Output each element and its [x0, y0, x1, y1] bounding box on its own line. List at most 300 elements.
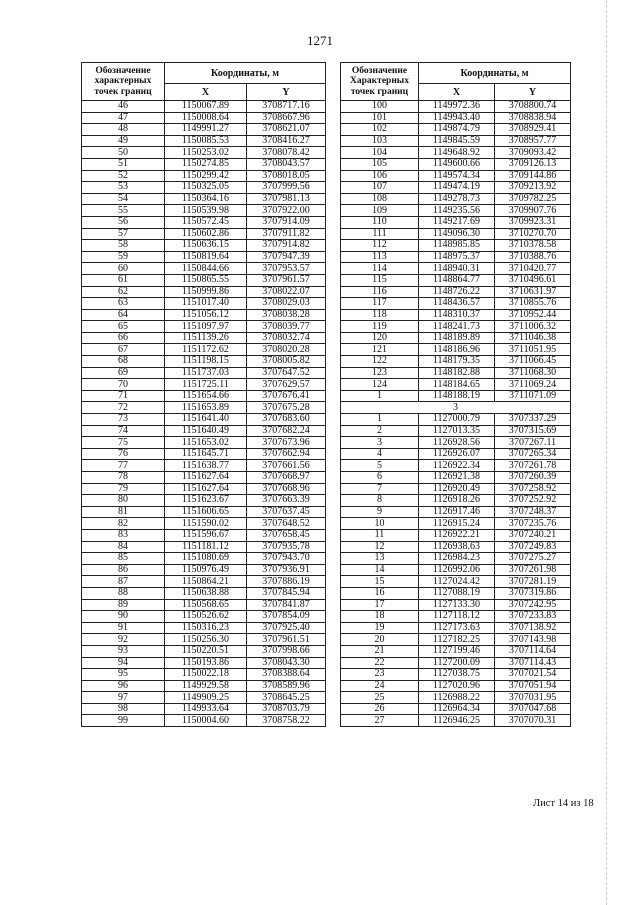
x-coordinate-cell: 1149972.36: [419, 101, 495, 113]
table-row: [82, 692, 326, 704]
point-number-cell: 4: [341, 448, 419, 460]
table-row: [341, 611, 571, 623]
point-number-cell: 75: [82, 437, 165, 449]
x-coordinate-cell: 1150325.05: [165, 182, 247, 194]
x-coordinate-cell: 1149943.40: [419, 112, 495, 124]
point-number-cell: 17: [341, 599, 419, 611]
table-row: [341, 263, 571, 275]
x-coordinate-cell: 1127118.12: [419, 611, 495, 623]
column-header-point-name: Обозначение характерных точек границ: [82, 63, 165, 101]
y-coordinate-cell: 3711051.95: [495, 344, 571, 356]
y-coordinate-cell: 3707914.82: [247, 240, 326, 252]
y-coordinate-cell: 3707267.11: [495, 437, 571, 449]
x-coordinate-cell: 1149845.59: [419, 135, 495, 147]
table-row: [341, 564, 571, 576]
y-coordinate-cell: 3708018.05: [247, 170, 326, 182]
point-number-cell: 72: [82, 402, 165, 414]
x-coordinate-cell: 1150364.16: [165, 193, 247, 205]
coordinates-table-left: [81, 62, 326, 727]
point-number-cell: 111: [341, 228, 419, 240]
table-body-right: [341, 101, 571, 727]
table-row: [341, 321, 571, 333]
table-row: [82, 158, 326, 170]
x-coordinate-cell: 1126992.06: [419, 564, 495, 576]
x-coordinate-cell: 1127000.79: [419, 414, 495, 426]
x-coordinate-cell: 1150274.85: [165, 158, 247, 170]
x-coordinate-cell: 1148186.96: [419, 344, 495, 356]
y-coordinate-cell: 3707258.92: [495, 483, 571, 495]
table-row: [341, 240, 571, 252]
y-coordinate-cell: 3707319.86: [495, 587, 571, 599]
point-number-cell: 118: [341, 309, 419, 321]
table-row: [341, 553, 571, 565]
point-number-cell: 24: [341, 680, 419, 692]
y-coordinate-cell: 3707961.57: [247, 274, 326, 286]
y-coordinate-cell: 3707249.83: [495, 541, 571, 553]
y-coordinate-cell: 3707235.76: [495, 518, 571, 530]
table-row: [82, 332, 326, 344]
y-coordinate-cell: 3708645.25: [247, 692, 326, 704]
x-coordinate-cell: 1150316.23: [165, 622, 247, 634]
table-row: [82, 321, 326, 333]
x-coordinate-cell: 1127173.63: [419, 622, 495, 634]
point-number-cell: 108: [341, 193, 419, 205]
y-coordinate-cell: 3707668.96: [247, 483, 326, 495]
point-number-cell: 55: [82, 205, 165, 217]
y-coordinate-cell: 3707240.21: [495, 529, 571, 541]
table-row: [341, 529, 571, 541]
table-row: [82, 298, 326, 310]
y-coordinate-cell: 3708078.42: [247, 147, 326, 159]
point-number-cell: 90: [82, 611, 165, 623]
x-coordinate-cell: 1151139.26: [165, 332, 247, 344]
column-header-y: Y: [495, 84, 571, 101]
y-coordinate-cell: 3707925.40: [247, 622, 326, 634]
table-row: [341, 101, 571, 113]
table-body-left: [82, 101, 326, 727]
point-number-cell: 101: [341, 112, 419, 124]
table-row: [341, 147, 571, 159]
x-coordinate-cell: 1150844.66: [165, 263, 247, 275]
point-number-cell: 1: [341, 414, 419, 426]
point-number-cell: 76: [82, 448, 165, 460]
scan-edge-line: [606, 0, 608, 905]
table-row: [341, 425, 571, 437]
point-number-cell: 121: [341, 344, 419, 356]
table-row: [341, 645, 571, 657]
x-coordinate-cell: 1149096.30: [419, 228, 495, 240]
y-coordinate-cell: 3707845.94: [247, 587, 326, 599]
y-coordinate-cell: 3708838.94: [495, 112, 571, 124]
point-number-cell: 96: [82, 680, 165, 692]
point-number-cell: 2: [341, 425, 419, 437]
x-coordinate-cell: 1150022.18: [165, 669, 247, 681]
table-row: [82, 541, 326, 553]
table-row: [341, 657, 571, 669]
x-coordinate-cell: 1151172.62: [165, 344, 247, 356]
y-coordinate-cell: 3711066.45: [495, 356, 571, 368]
point-number-cell: 49: [82, 135, 165, 147]
y-coordinate-cell: 3707676.41: [247, 390, 326, 402]
table-row: [82, 216, 326, 228]
x-coordinate-cell: 1127088.19: [419, 587, 495, 599]
table-row: [341, 309, 571, 321]
point-number-cell: 18: [341, 611, 419, 623]
x-coordinate-cell: 1150539.98: [165, 205, 247, 217]
y-coordinate-cell: 3707031.95: [495, 692, 571, 704]
table-row: [82, 390, 326, 402]
x-coordinate-cell: 1148241.73: [419, 321, 495, 333]
table-row: [82, 529, 326, 541]
table-row: [82, 240, 326, 252]
y-coordinate-cell: 3707947.39: [247, 251, 326, 263]
point-number-cell: 50: [82, 147, 165, 159]
y-coordinate-cell: 3709144.86: [495, 170, 571, 182]
table-row: [82, 309, 326, 321]
point-number-cell: 88: [82, 587, 165, 599]
point-number-cell: 104: [341, 147, 419, 159]
x-coordinate-cell: 1127133.30: [419, 599, 495, 611]
y-coordinate-cell: 3707629.57: [247, 379, 326, 391]
table-row: [341, 274, 571, 286]
x-coordinate-cell: 1126920.49: [419, 483, 495, 495]
x-coordinate-cell: 1151590.02: [165, 518, 247, 530]
x-coordinate-cell: 1150638.88: [165, 587, 247, 599]
x-coordinate-cell: 1127038.75: [419, 669, 495, 681]
x-coordinate-cell: 1150085.53: [165, 135, 247, 147]
table-row: [82, 135, 326, 147]
table-row: [82, 344, 326, 356]
point-number-cell: 14: [341, 564, 419, 576]
table-row: [82, 356, 326, 368]
table-row: [82, 576, 326, 588]
point-number-cell: 99: [82, 715, 165, 727]
x-coordinate-cell: 1149648.92: [419, 147, 495, 159]
table-row: [82, 611, 326, 623]
table-row: [341, 518, 571, 530]
point-number-cell: 105: [341, 158, 419, 170]
x-coordinate-cell: 1151080.69: [165, 553, 247, 565]
point-number-cell: 59: [82, 251, 165, 263]
table-row: [82, 205, 326, 217]
x-coordinate-cell: 1149909.25: [165, 692, 247, 704]
y-coordinate-cell: 3710388.76: [495, 251, 571, 263]
table-row: [341, 541, 571, 553]
table-row: [341, 286, 571, 298]
table-row: [82, 367, 326, 379]
point-number-cell: 19: [341, 622, 419, 634]
table-row: [341, 483, 571, 495]
point-number-cell: 54: [82, 193, 165, 205]
table-section-row: [341, 402, 571, 414]
point-number-cell: 65: [82, 321, 165, 333]
point-number-cell: 117: [341, 298, 419, 310]
point-number-cell: 89: [82, 599, 165, 611]
table-row: [341, 599, 571, 611]
table-row: [82, 101, 326, 113]
table-row: [82, 669, 326, 681]
y-coordinate-cell: 3710420.77: [495, 263, 571, 275]
y-coordinate-cell: 3707021.54: [495, 669, 571, 681]
x-coordinate-cell: 1149874.79: [419, 124, 495, 136]
y-coordinate-cell: 3709782.25: [495, 193, 571, 205]
y-coordinate-cell: 3708038.28: [247, 309, 326, 321]
x-coordinate-cell: 1151653.89: [165, 402, 247, 414]
point-number-cell: 79: [82, 483, 165, 495]
x-coordinate-cell: 1151737.03: [165, 367, 247, 379]
y-coordinate-cell: 3708621.07: [247, 124, 326, 136]
y-coordinate-cell: 3707315.69: [495, 425, 571, 437]
table-row: [341, 356, 571, 368]
point-number-cell: 87: [82, 576, 165, 588]
point-number-cell: 102: [341, 124, 419, 136]
y-coordinate-cell: 3707886.19: [247, 576, 326, 588]
column-header-coordinates: Координаты, м: [419, 63, 571, 84]
coordinates-table-right: [340, 62, 571, 727]
y-coordinate-cell: 3707998.66: [247, 645, 326, 657]
point-number-cell: 116: [341, 286, 419, 298]
y-coordinate-cell: 3707637.45: [247, 506, 326, 518]
y-coordinate-cell: 3708020.28: [247, 344, 326, 356]
y-coordinate-cell: 3707663.39: [247, 495, 326, 507]
x-coordinate-cell: 1148310.37: [419, 309, 495, 321]
y-coordinate-cell: 3708029.03: [247, 298, 326, 310]
point-number-cell: 26: [341, 703, 419, 715]
table-row: [341, 472, 571, 484]
x-coordinate-cell: 1126917.46: [419, 506, 495, 518]
table-row: [341, 182, 571, 194]
y-coordinate-cell: 3707981.13: [247, 193, 326, 205]
y-coordinate-cell: 3707661.56: [247, 460, 326, 472]
point-number-cell: 20: [341, 634, 419, 646]
y-coordinate-cell: 3708043.57: [247, 158, 326, 170]
y-coordinate-cell: 3707936.91: [247, 564, 326, 576]
x-coordinate-cell: 1151198.15: [165, 356, 247, 368]
y-coordinate-cell: 3707051.94: [495, 680, 571, 692]
x-coordinate-cell: 1148940.31: [419, 263, 495, 275]
y-coordinate-cell: 3707922.00: [247, 205, 326, 217]
y-coordinate-cell: 3708043.30: [247, 657, 326, 669]
x-coordinate-cell: 1126921.38: [419, 472, 495, 484]
table-row: [341, 622, 571, 634]
x-coordinate-cell: 1148975.37: [419, 251, 495, 263]
x-coordinate-cell: 1149278.73: [419, 193, 495, 205]
table-row: [82, 587, 326, 599]
point-number-cell: 84: [82, 541, 165, 553]
y-coordinate-cell: 3708032.74: [247, 332, 326, 344]
y-coordinate-cell: 3710855.76: [495, 298, 571, 310]
y-coordinate-cell: 3707260.39: [495, 472, 571, 484]
point-number-cell: 71: [82, 390, 165, 402]
x-coordinate-cell: 1151097.97: [165, 321, 247, 333]
y-coordinate-cell: 3710378.58: [495, 240, 571, 252]
point-number-cell: 112: [341, 240, 419, 252]
y-coordinate-cell: 3707143.98: [495, 634, 571, 646]
y-coordinate-cell: 3711069.24: [495, 379, 571, 391]
table-row: [341, 193, 571, 205]
x-coordinate-cell: 1148184.65: [419, 379, 495, 391]
x-coordinate-cell: 1148726.22: [419, 286, 495, 298]
table-row: [341, 634, 571, 646]
y-coordinate-cell: 3708416.27: [247, 135, 326, 147]
y-coordinate-cell: 3708929.41: [495, 124, 571, 136]
y-coordinate-cell: 3708717.16: [247, 101, 326, 113]
point-number-cell: 95: [82, 669, 165, 681]
y-coordinate-cell: 3707914.09: [247, 216, 326, 228]
y-coordinate-cell: 3707683.60: [247, 414, 326, 426]
table-row: [341, 692, 571, 704]
x-coordinate-cell: 1151017.40: [165, 298, 247, 310]
x-coordinate-cell: 1148188.19: [419, 390, 495, 402]
point-number-cell: 11: [341, 529, 419, 541]
table-row: [82, 124, 326, 136]
x-coordinate-cell: 1150572.45: [165, 216, 247, 228]
point-number-cell: 66: [82, 332, 165, 344]
x-coordinate-cell: 1150864.21: [165, 576, 247, 588]
x-coordinate-cell: 1151623.67: [165, 495, 247, 507]
point-number-cell: 1: [341, 390, 419, 402]
y-coordinate-cell: 3710631.97: [495, 286, 571, 298]
point-number-cell: 70: [82, 379, 165, 391]
point-number-cell: 5: [341, 460, 419, 472]
table-row: [82, 495, 326, 507]
x-coordinate-cell: 1150220.51: [165, 645, 247, 657]
table-row: [82, 634, 326, 646]
point-number-cell: 47: [82, 112, 165, 124]
y-coordinate-cell: 3711006.32: [495, 321, 571, 333]
point-number-cell: 85: [82, 553, 165, 565]
x-coordinate-cell: 1150526.62: [165, 611, 247, 623]
table-row: [341, 703, 571, 715]
table-row: [341, 680, 571, 692]
x-coordinate-cell: 1151627.64: [165, 483, 247, 495]
table-row: [341, 587, 571, 599]
column-header-coordinates: Координаты, м: [165, 63, 326, 84]
x-coordinate-cell: 1150067.89: [165, 101, 247, 113]
y-coordinate-cell: 3708022.07: [247, 286, 326, 298]
y-coordinate-cell: 3708589.96: [247, 680, 326, 692]
table-row: [341, 112, 571, 124]
point-number-cell: 97: [82, 692, 165, 704]
point-number-cell: 122: [341, 356, 419, 368]
table-row: [341, 228, 571, 240]
point-number-cell: 53: [82, 182, 165, 194]
table-row: [82, 379, 326, 391]
table-row: [82, 703, 326, 715]
x-coordinate-cell: 1126928.56: [419, 437, 495, 449]
point-number-cell: 68: [82, 356, 165, 368]
y-coordinate-cell: 3707047.68: [495, 703, 571, 715]
table-row: [341, 669, 571, 681]
point-number-cell: 58: [82, 240, 165, 252]
x-coordinate-cell: 1126926.07: [419, 448, 495, 460]
point-number-cell: 48: [82, 124, 165, 136]
table-row: [82, 553, 326, 565]
y-coordinate-cell: 3707662.94: [247, 448, 326, 460]
x-coordinate-cell: 1126915.24: [419, 518, 495, 530]
point-number-cell: 106: [341, 170, 419, 182]
y-coordinate-cell: 3707668.97: [247, 472, 326, 484]
x-coordinate-cell: 1149217.69: [419, 216, 495, 228]
table-row: [341, 216, 571, 228]
x-coordinate-cell: 1150193.86: [165, 657, 247, 669]
y-coordinate-cell: 3709213.92: [495, 182, 571, 194]
x-coordinate-cell: 1149600.66: [419, 158, 495, 170]
column-header-y: Y: [247, 84, 326, 101]
y-coordinate-cell: 3711046.38: [495, 332, 571, 344]
y-coordinate-cell: 3707265.34: [495, 448, 571, 460]
point-number-cell: 119: [341, 321, 419, 333]
point-number-cell: 56: [82, 216, 165, 228]
x-coordinate-cell: 1150253.02: [165, 147, 247, 159]
point-number-cell: 73: [82, 414, 165, 426]
x-coordinate-cell: 1150602.86: [165, 228, 247, 240]
table-row: [82, 228, 326, 240]
x-coordinate-cell: 1150004.60: [165, 715, 247, 727]
point-number-cell: 123: [341, 367, 419, 379]
x-coordinate-cell: 1127020.96: [419, 680, 495, 692]
table-row: [82, 564, 326, 576]
point-number-cell: 107: [341, 182, 419, 194]
point-number-cell: 78: [82, 472, 165, 484]
y-coordinate-cell: 3707337.29: [495, 414, 571, 426]
x-coordinate-cell: 1151654.66: [165, 390, 247, 402]
table-row: [82, 645, 326, 657]
point-number-cell: 23: [341, 669, 419, 681]
y-coordinate-cell: 3707070.31: [495, 715, 571, 727]
y-coordinate-cell: 3707261.98: [495, 564, 571, 576]
y-coordinate-cell: 3710496.61: [495, 274, 571, 286]
column-header-x: X: [165, 84, 247, 101]
section-number-cell: 3: [341, 402, 571, 414]
x-coordinate-cell: 1150299.42: [165, 170, 247, 182]
table-row: [82, 263, 326, 275]
y-coordinate-cell: 3710270.70: [495, 228, 571, 240]
page-number: 1271: [307, 33, 333, 48]
x-coordinate-cell: 1126922.21: [419, 529, 495, 541]
point-number-cell: 81: [82, 506, 165, 518]
x-coordinate-cell: 1127024.42: [419, 576, 495, 588]
table-row: [341, 205, 571, 217]
table-row: [341, 379, 571, 391]
x-coordinate-cell: 1150008.64: [165, 112, 247, 124]
x-coordinate-cell: 1150636.15: [165, 240, 247, 252]
x-coordinate-cell: 1150865.55: [165, 274, 247, 286]
y-coordinate-cell: 3707281.19: [495, 576, 571, 588]
y-coordinate-cell: 3707953.57: [247, 263, 326, 275]
x-coordinate-cell: 1150568.65: [165, 599, 247, 611]
point-number-cell: 22: [341, 657, 419, 669]
x-coordinate-cell: 1149474.19: [419, 182, 495, 194]
x-coordinate-cell: 1148985.85: [419, 240, 495, 252]
x-coordinate-cell: 1148182.88: [419, 367, 495, 379]
y-coordinate-cell: 3707648.52: [247, 518, 326, 530]
y-coordinate-cell: 3709923.31: [495, 216, 571, 228]
table-row: [341, 715, 571, 727]
table-row: [82, 599, 326, 611]
x-coordinate-cell: 1127182.25: [419, 634, 495, 646]
y-coordinate-cell: 3708667.96: [247, 112, 326, 124]
table-row: [82, 680, 326, 692]
x-coordinate-cell: 1149574.34: [419, 170, 495, 182]
y-coordinate-cell: 3707114.43: [495, 657, 571, 669]
y-coordinate-cell: 3708703.79: [247, 703, 326, 715]
table-row: [82, 425, 326, 437]
point-number-cell: 124: [341, 379, 419, 391]
y-coordinate-cell: 3707841.87: [247, 599, 326, 611]
table-row: [82, 170, 326, 182]
y-coordinate-cell: 3707114.64: [495, 645, 571, 657]
